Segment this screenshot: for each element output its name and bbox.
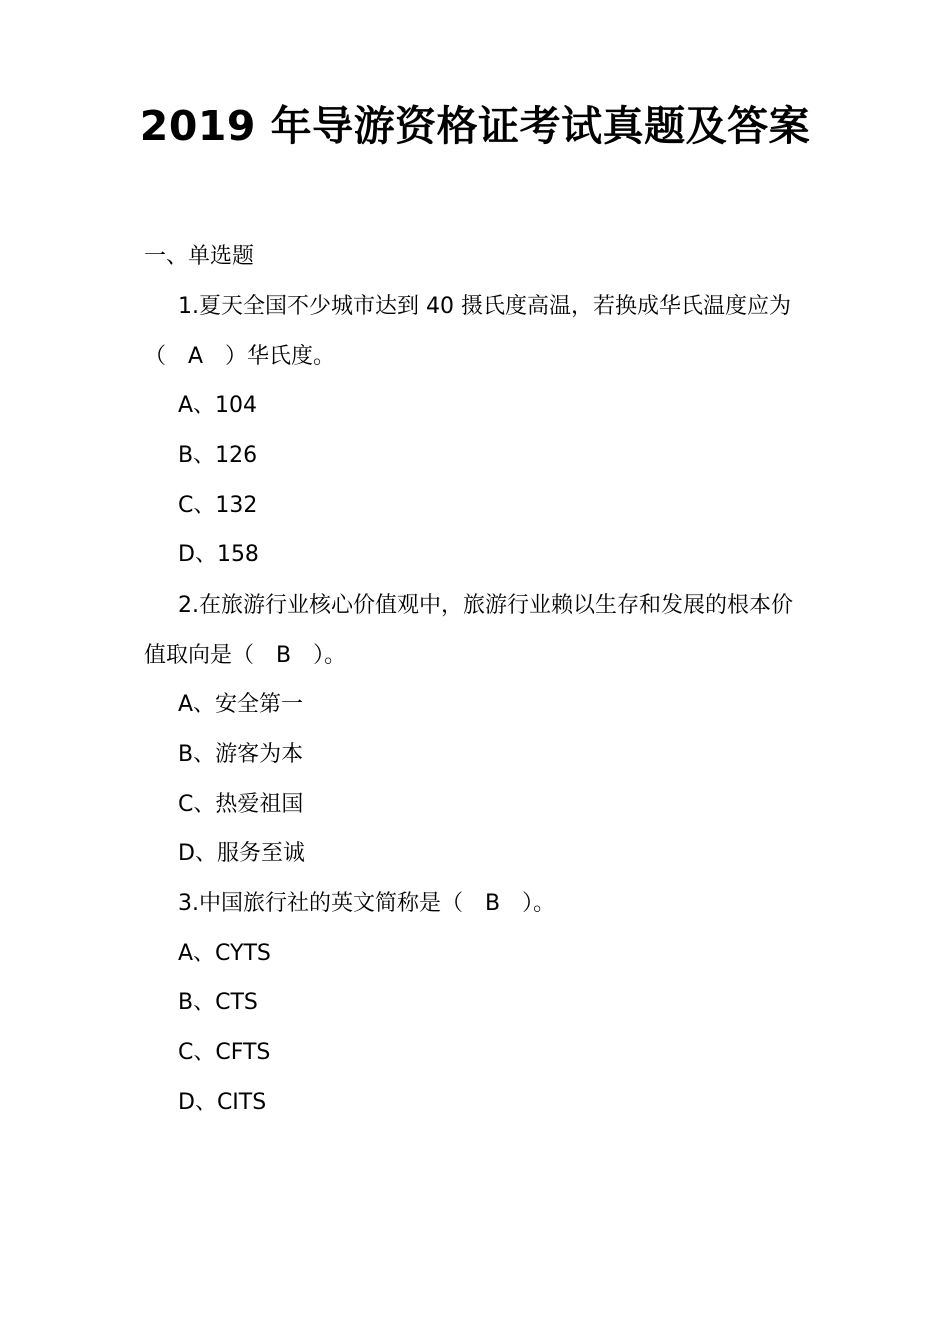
question-2-text-cont: 值取向是（ B ）。 (144, 643, 347, 668)
question-3-text: 3.中国旅行社的英文简称是（ B ）。 (178, 891, 556, 916)
question-1-option-b: B、126 (178, 443, 258, 468)
question-2-option-a: A、安全第一 (178, 692, 304, 717)
question-3-option-b: B、CTS (178, 990, 258, 1015)
section-heading: 一、单选题 (144, 244, 255, 269)
document-title: 2019 年导游资格证考试真题及答案 (139, 102, 811, 150)
question-2-option-d: D、服务至诚 (178, 841, 305, 866)
question-3-option-c: C、CFTS (178, 1040, 271, 1065)
question-2-option-b: B、游客为本 (178, 742, 304, 767)
question-3-option-d: D、CITS (178, 1090, 267, 1115)
question-1-option-a: A、104 (178, 393, 258, 418)
question-1-text-cont: （ A ）华氏度。 (144, 344, 336, 369)
question-2-text: 2.在旅游行业核心价值观中，旅游行业赖以生存和发展的根本价 (178, 593, 793, 618)
question-1-option-c: C、132 (178, 493, 258, 518)
question-3-option-a: A、CYTS (178, 941, 271, 966)
question-1-option-d: D、158 (178, 542, 259, 567)
question-2-option-c: C、热爱祖国 (178, 792, 304, 817)
question-1-text: 1.夏天全国不少城市达到 40 摄氏度高温，若换成华氏温度应为 (178, 294, 791, 319)
